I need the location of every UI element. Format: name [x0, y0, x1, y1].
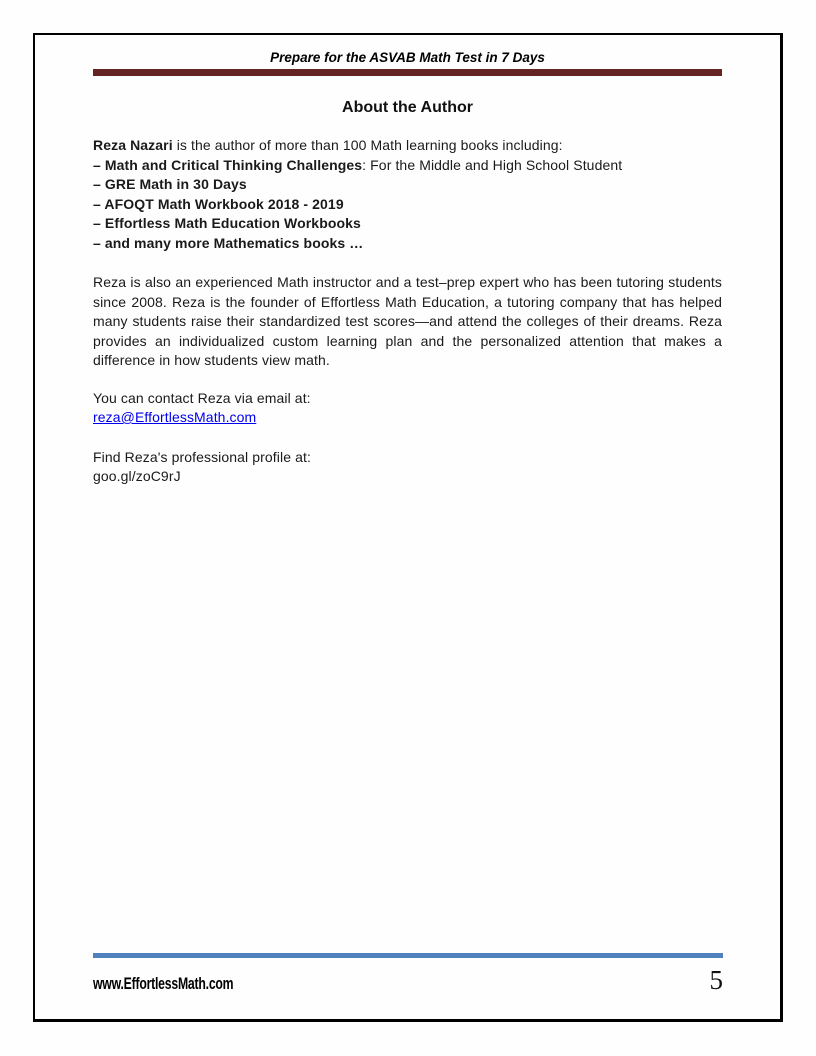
contact-label: You can contact Reza via email at: [93, 389, 311, 406]
book-list-item [93, 156, 722, 176]
book-subtitle: : For the Middle and High School Student [362, 156, 623, 173]
header-rule [93, 69, 722, 76]
page-content [35, 35, 780, 487]
book-list-item [93, 214, 722, 234]
profile-label: Find Reza's professional profile at: [93, 448, 311, 465]
footer-website: www.EffortlessMath.com [93, 974, 234, 993]
section-title: About the Author [342, 99, 473, 116]
book-list-item [93, 175, 722, 195]
book-title: – Effortless Math Education Workbooks [93, 215, 361, 231]
email-link[interactable]: reza@EffortlessMath.com [93, 409, 257, 425]
book-list-item [93, 195, 722, 215]
intro-text: is the author of more than 100 Math learning books including: [172, 137, 563, 153]
profile-url: goo.gl/zoC9rJ [93, 468, 181, 484]
page-number: 5 [709, 965, 723, 995]
page-footer [93, 953, 723, 994]
book-title: – GRE Math in 30 Days [93, 176, 247, 192]
bio-paragraph: Reza is also an experienced Math instructor and a test–prep expert who has been tutoring students since 2008. Reza is the founder of Effortless Math Education, a tutoring company that has helped many students raise their standardized test scores—and attend the colleges of their dreams. Reza provides an individualized custom learning plan and the personalized attention that makes a difference in how students view math. [93, 274, 722, 368]
footer-rule [93, 953, 723, 958]
running-header-title: Prepare for the ASVAB Math Test in 7 Days [270, 50, 545, 65]
author-name: Reza Nazari [93, 137, 173, 153]
book-title: – Math and Critical Thinking Challenges [93, 156, 363, 173]
book-title: – AFOQT Math Workbook 2018 - 2019 [93, 195, 344, 212]
intro-line [93, 136, 722, 156]
author-books-block [93, 136, 722, 253]
email-line [93, 408, 722, 428]
book-title: – and many more Mathematics books … [93, 234, 364, 251]
book-list-item [93, 234, 722, 254]
footer-row [93, 967, 723, 994]
page-frame [33, 33, 783, 1022]
